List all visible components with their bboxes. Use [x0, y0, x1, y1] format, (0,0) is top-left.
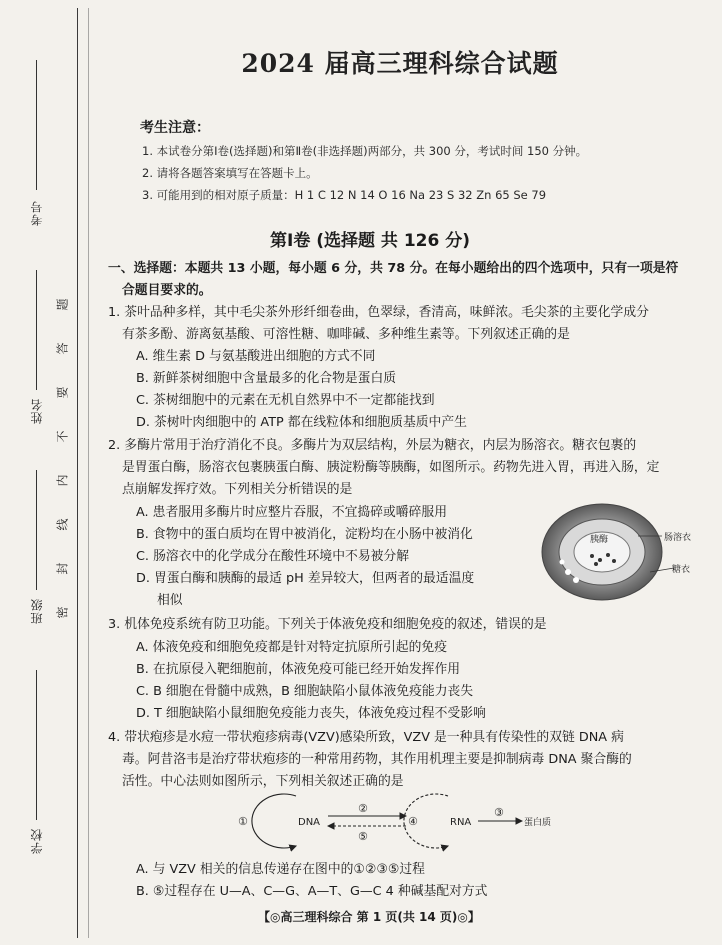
question-2-option-d-cont: 相似 — [157, 593, 183, 608]
notice-item: 1. 本试卷分第Ⅰ卷(选择题)和第Ⅱ卷(非选择题)两部分，共 300 分，考试时间 150 分钟。 — [142, 144, 588, 158]
question-3-option-d: D. T 细胞缺陷小鼠细胞免疫能力丧失，体液免疫过程不受影响 — [136, 706, 486, 721]
side-label-name: 姓名 — [30, 398, 44, 424]
pepsin-dot — [565, 569, 571, 575]
question-2-stem: 点崩解发挥疗效。下列相关分析错误的是 — [122, 482, 353, 497]
label-sugar-coat: 糖衣 — [672, 565, 691, 575]
enzyme-dot — [590, 554, 594, 558]
question-2-option-b: B. 食物中的蛋白质均在胃中被消化，淀粉均在小肠中被消化 — [136, 527, 473, 542]
rna-label: RNA — [450, 817, 472, 828]
question-4-stem: 毒。阿昔洛韦是治疗带状疱疹的一种常用药物，其作用机理主要是抑制病毒 DNA 聚合酶的 — [122, 752, 632, 767]
seal-char: 答 — [55, 342, 70, 355]
step-1-label: ① — [238, 815, 248, 828]
question-3-option-b: B. 在抗原侵入靶细胞前，体液免疫可能已经开始发挥作用 — [136, 662, 461, 677]
notice-item: 2. 请将各题答案填写在答题卡上。 — [142, 166, 318, 180]
side-fill-line-exam-no — [36, 60, 37, 190]
pepsin-dot — [560, 560, 565, 565]
side-fill-line-class — [36, 470, 37, 590]
seal-char: 内 — [55, 474, 70, 487]
section-intro: 合题目要求的。 — [122, 283, 212, 298]
label-enteric-coat: 肠溶衣 — [664, 533, 692, 543]
seal-char: 题 — [55, 298, 70, 311]
question-1-option-a: A. 维生素 D 与氨基酸进出细胞的方式不同 — [136, 349, 376, 364]
question-3-option-a: A. 体液免疫和细胞免疫都是针对特定抗原所引起的免疫 — [136, 640, 447, 655]
pepsin-dot — [573, 577, 579, 583]
question-2-stem: 2. 多酶片常用于治疗消化不良。多酶片为双层结构，外层为糖衣，内层为肠溶衣。糖衣包裹的 — [108, 438, 637, 453]
side-fill-line-name — [36, 270, 37, 390]
section-title: 第Ⅰ卷 (选择题 共 126 分) — [270, 231, 471, 251]
question-1-option-d: D. 茶树叶肉细胞中的 ATP 都在线粒体和细胞质基质中产生 — [136, 415, 467, 430]
seal-char: 要 — [55, 386, 70, 399]
question-1-option-b: B. 新鲜茶树细胞中含量最多的化合物是蛋白质 — [136, 371, 397, 386]
question-2-option-c: C. 肠溶衣中的化学成分在酸性环境中不易被分解 — [136, 549, 410, 564]
question-4-stem: 活性。中心法则如图所示，下列相关叙述正确的是 — [122, 774, 404, 789]
side-fill-line-school — [36, 670, 37, 820]
step-4-label: ④ — [408, 815, 418, 828]
enzyme-dot — [598, 558, 602, 562]
question-1-stem: 1. 茶叶品种多样，其中毛尖茶外形纤细卷曲，色翠绿，香清高，味鲜浓。毛尖茶的主要化学成分 — [108, 305, 649, 320]
seal-char: 封 — [55, 562, 70, 575]
replication-dna-loop — [252, 794, 296, 848]
question-4-stem: 4. 带状疱疹是水痘一带状疱疹病毒(VZV)感染所致，VZV 是一种具有传染性的双链 DNA 病 — [108, 730, 624, 745]
step-2-label: ② — [358, 802, 368, 815]
notice-heading: 考生注意： — [140, 120, 210, 136]
side-label-exam-no: 考号 — [30, 200, 44, 226]
label-pancreatic-enzyme: 胰酶 — [590, 535, 609, 545]
seal-char: 线 — [55, 518, 70, 531]
side-label-school: 学校 — [30, 828, 44, 854]
page-title: 2024 届高三理科综合试题 — [241, 49, 559, 78]
enzyme-dot — [606, 553, 610, 557]
step-5-label: ⑤ — [358, 830, 368, 843]
enzyme-dot — [594, 562, 598, 566]
question-3-option-c: C. B 细胞在骨髓中成熟，B 细胞缺陷小鼠体液免疫能力丧失 — [136, 684, 474, 699]
seal-char: 密 — [55, 606, 70, 619]
binding-line-inner — [88, 8, 89, 938]
protein-label: 蛋白质 — [524, 818, 552, 828]
page-footer: 【◎高三理科综合 第 1 页(共 14 页)◎】 — [258, 910, 480, 924]
question-2-stem: 是胃蛋白酶，肠溶衣包裹胰蛋白酶、胰淀粉酶等胰酶，如图所示。药物先进入胃，再进入肠，定 — [122, 460, 660, 475]
enzyme-dot — [612, 559, 616, 563]
tablet-diagram — [538, 500, 718, 610]
section-intro: 一、选择题：本题共 13 小题，每小题 6 分，共 78 分。在每小题给出的四个选项中，只有一项是符 — [108, 261, 679, 276]
seal-char: 不 — [55, 430, 70, 443]
question-4-option-b: B. ⑤过程存在 U—A、C—G、A—T、G—C 4 种碱基配对方式 — [136, 884, 488, 899]
side-label-class: 班级 — [30, 598, 44, 624]
question-1-stem: 有茶多酚、游离氨基酸、可溶性糖、咖啡碱、多种维生素等。下列叙述正确的是 — [122, 327, 570, 342]
question-3-stem: 3. 机体免疫系统有防卫功能。下列关于体液免疫和细胞免疫的叙述，错误的是 — [108, 617, 547, 632]
step-3-label: ③ — [494, 806, 504, 819]
question-1-option-c: C. 茶树细胞中的元素在无机自然界中不一定都能找到 — [136, 393, 435, 408]
dna-label: DNA — [298, 817, 321, 828]
notice-item: 3. 可能用到的相对原子质量：H 1 C 12 N 14 O 16 Na 23 S 32 Zn 65 Se 79 — [142, 188, 547, 202]
central-dogma-diagram — [230, 786, 570, 856]
question-2-option-d: D. 胃蛋白酶和胰酶的最适 pH 差异较大，但两者的最适温度 — [136, 571, 475, 586]
binding-line — [77, 8, 78, 938]
question-2-option-a: A. 患者服用多酶片时应整片吞服，不宜捣碎或嚼碎服用 — [136, 505, 447, 520]
question-4-option-a: A. 与 VZV 相关的信息传递存在图中的①②③⑤过程 — [136, 862, 425, 877]
